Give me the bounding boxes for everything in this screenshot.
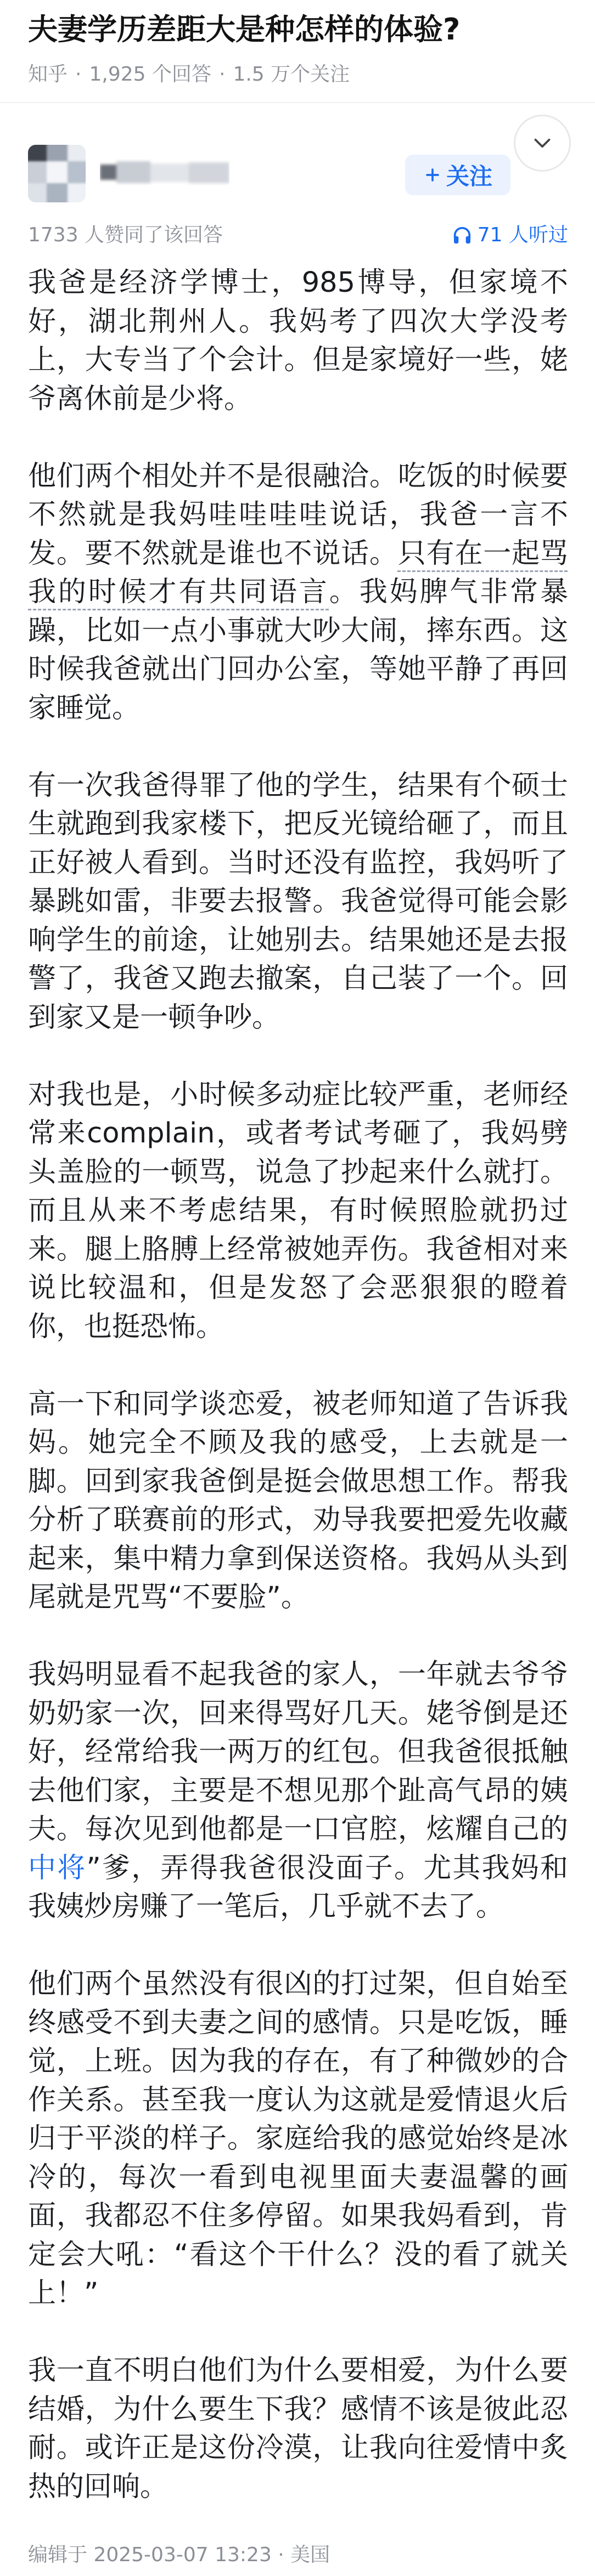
- header-divider: [0, 102, 595, 103]
- answer-line: 上！”: [28, 2277, 99, 2309]
- answer-paragraph: [28, 1656, 568, 1927]
- keyword-link[interactable]: 中将: [28, 1852, 87, 1884]
- answer-line: 上，大专当了个会计。但是家境好一些，姥: [28, 344, 568, 376]
- answer-line: 来。腿上胳膊上经常被她弄伤。我爸相对来: [28, 1233, 568, 1266]
- highlighted-text[interactable]: 只有在一起骂: [397, 537, 568, 570]
- answer-paragraph: [28, 2352, 568, 2506]
- question-source[interactable]: 知乎: [28, 63, 68, 86]
- answer-line: 起来，集中精力拿到保送资格。我妈从头到: [28, 1542, 568, 1575]
- answer-line: [28, 535, 568, 574]
- answer-line: 高一下和同学谈恋爱，被老师知道了告诉我: [28, 1388, 568, 1420]
- answer-line: 躁，比如一点小事就大吵大闹，摔东西。这: [28, 614, 568, 647]
- answer-line: 爷离休前是少将。: [28, 382, 252, 415]
- answer-line: 他们两个虽然没有很凶的打过架，但自始至: [28, 1968, 568, 2000]
- answer-line: 生就跑到我家楼下，把反光镜给砸了，而且: [28, 808, 568, 840]
- answer-line: 家睡觉。: [28, 692, 141, 724]
- author-name-blurred[interactable]: [100, 159, 229, 185]
- answer-line: 热的回响。: [28, 2470, 169, 2503]
- plus-icon: [423, 166, 442, 184]
- answer-line: 到家又是一顿争吵。: [28, 1001, 280, 1034]
- meta-separator: ·: [75, 63, 82, 86]
- collapse-button[interactable]: [514, 115, 571, 172]
- answer-line: 警了，我爸又跑去撤案，自己装了一个。回: [28, 963, 568, 995]
- answer-paragraph: [28, 264, 568, 418]
- answer-line: 奶奶家一次，回来得骂好几天。姥爷倒是还: [28, 1697, 568, 1730]
- author-name-mosaic: [100, 159, 229, 185]
- answer-line: 耐。或许正是这份冷漠，让我向往爱情中炙: [28, 2432, 568, 2464]
- answer-line: 分析了联赛前的形式，劝导我要把爱先收藏: [28, 1504, 568, 1536]
- line-text: ”爹，弄得我爸很没面子。尤其我妈和: [86, 1852, 568, 1884]
- answer-line: 尾就是咒骂“不要脸”。: [28, 1581, 309, 1613]
- answer-line: 暴跳如雷，非要去报警。我爸觉得可能会影: [28, 885, 568, 918]
- answer-line: 归于平淡的样子。家庭给我的感觉始终是冰: [28, 2122, 568, 2155]
- answer-line: 常来complain，或者考试考砸了，我妈劈: [28, 1117, 568, 1150]
- answer-line: 正好被人看到。当时还没有监控，我妈听了: [28, 846, 568, 879]
- answer-count[interactable]: 1,925 个回答: [89, 63, 211, 86]
- listen-count[interactable]: [451, 222, 568, 248]
- line-text: 发。要不然就是谁也不说话。: [28, 537, 398, 570]
- meta-separator: ·: [218, 63, 226, 86]
- answer-line: 定会大吼：“看这个干什么？没的看了就关: [28, 2238, 568, 2271]
- listen-count-text: 71 人听过: [477, 224, 568, 246]
- answer-stats: [28, 222, 568, 248]
- headphones-icon: [451, 224, 473, 246]
- line-text: 。我妈脾气非常暴: [329, 576, 568, 608]
- answer-paragraph: [28, 1385, 568, 1617]
- answer-line: 时候我爸就出门回办公室，等她平静了再回: [28, 653, 568, 686]
- answer-line: 夫。每次见到他都是一口官腔，炫耀自己的: [28, 1813, 568, 1845]
- edit-info: 编辑于 2025-03-07 13:23 · 美国: [28, 2544, 330, 2566]
- author-avatar[interactable]: [28, 145, 86, 202]
- avatar-image-blurred: [28, 145, 86, 202]
- answer-paragraph: [28, 1076, 568, 1347]
- highlighted-text[interactable]: 我的时候才有共同语言: [28, 576, 329, 608]
- answer-line: 好，湖北荆州人。我妈考了四次大学没考: [28, 305, 568, 338]
- answer-line: 我姨炒房赚了一笔后，几乎就不去了。: [28, 1890, 504, 1923]
- answer-line: 他们两个相处并不是很融洽。吃饭的时候要: [28, 460, 568, 492]
- answer-line: 头盖脸的一顿骂，说急了抄起来什么就打。: [28, 1156, 568, 1188]
- answer-line: 而且从来不考虑结果，有时候照脸就扔过: [28, 1194, 568, 1227]
- answer-line: 说比较温和，但是发怒了会恶狠狠的瞪着: [28, 1272, 568, 1304]
- answer-line: 终感受不到夫妻之间的感情。只是吃饭，睡: [28, 2006, 568, 2039]
- answer-line: 觉，上班。因为我的存在，有了种微妙的合: [28, 2045, 568, 2077]
- answer-line: 脚。回到家我爸倒是挺会做思想工作。帮我: [28, 1465, 568, 1498]
- answer-line: 去他们家，主要是不想见那个趾高气昂的姨: [28, 1774, 568, 1807]
- question-title[interactable]: 夫妻学历差距大是种怎样的体验?: [28, 12, 461, 47]
- answer-line: 我一直不明白他们为什么要相爱，为什么要: [28, 2354, 568, 2387]
- answer-line: [28, 1849, 568, 1888]
- answer-paragraph: [28, 767, 568, 1038]
- answer-paragraph: [28, 1965, 568, 2313]
- answer-line: 结婚，为什么要生下我？感情不该是彼此忍: [28, 2393, 568, 2426]
- answer-line: 你，也挺恐怖。: [28, 1310, 224, 1343]
- upvote-count: 1733 人赞同了该回答: [28, 224, 223, 246]
- answer-line: 好，经常给我一两万的红包。但我爸很抵触: [28, 1736, 568, 1768]
- chevron-down-icon: [529, 129, 556, 157]
- question-meta: [28, 61, 350, 88]
- answer-line: 我妈明显看不起我爸的家人，一年就去爷爷: [28, 1658, 568, 1691]
- answer-line: 不然就是我妈哇哇哇哇说话，我爸一言不: [28, 499, 568, 531]
- answer-line: 作关系。甚至我一度认为这就是爱情退火后: [28, 2084, 568, 2116]
- answer-line: [28, 573, 568, 612]
- answer-line: 对我也是，小时候多动症比较严重，老师经: [28, 1078, 568, 1111]
- answer-paragraph: [28, 457, 568, 728]
- answer-line: 冷的，每次一看到电视里面夫妻温馨的画: [28, 2161, 568, 2194]
- answer-line: 响学生的前途，让她别去。结果她还是去报: [28, 924, 568, 956]
- follow-button[interactable]: [405, 155, 510, 195]
- follower-count: 1.5 万个关注: [233, 63, 350, 86]
- answer-line: 妈。她完全不顾及我的感受，上去就是一: [28, 1426, 568, 1459]
- answer-line: 我爸是经济学博士，985博导，但家境不: [28, 267, 568, 299]
- answer-body: [28, 264, 568, 2506]
- follow-label: 关注: [446, 163, 492, 190]
- answer-line: 面，我都忍不住多停留。如果我妈看到，肯: [28, 2200, 568, 2232]
- answer-line: 有一次我爸得罪了他的学生，结果有个硕士: [28, 769, 568, 802]
